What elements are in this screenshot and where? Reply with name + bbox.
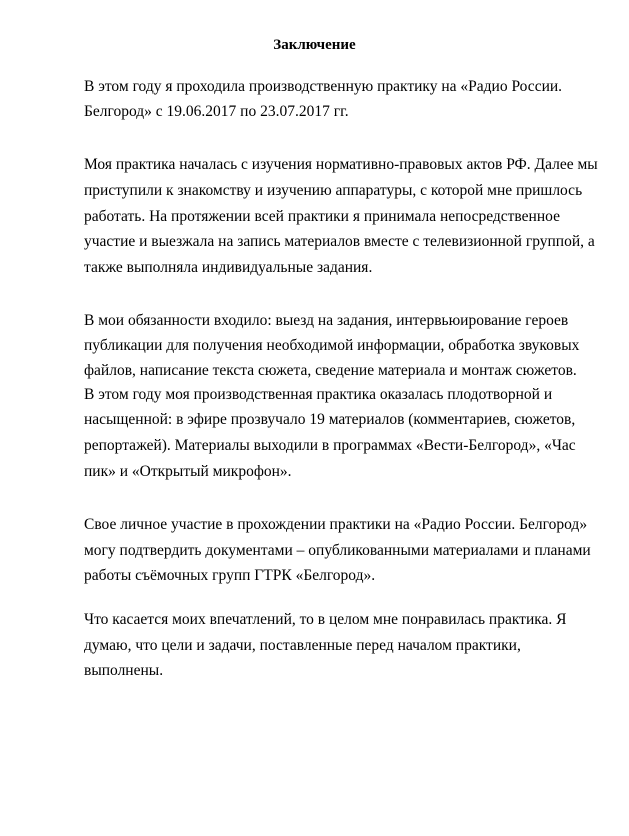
paragraph-2-line-5: также выполняла индивидуальные задания. bbox=[84, 259, 373, 276]
paragraph-5-line-3: выполнены. bbox=[84, 662, 164, 679]
paragraph-5-line-2: думаю, что цели и задачи, поставленные перед началом практики, bbox=[84, 637, 521, 654]
paragraph-3-line-5: насыщенной: в эфире прозвучало 19 материалов (комментариев, сюжетов, bbox=[84, 411, 576, 428]
paragraph-1-line-1: В этом году я проходила производственную практику на «Радио России. bbox=[84, 78, 563, 95]
paragraph-5-line-1: Что касается моих впечатлений, то в целом мне понравилась практика. Я bbox=[84, 611, 567, 628]
paragraph-4-line-1: Свое личное участие в прохождении практики на «Радио России. Белгород» bbox=[84, 516, 588, 533]
paragraph-4-line-3: работы съёмочных групп ГТРК «Белгород». bbox=[84, 567, 376, 584]
paragraph-3-line-7: пик» и «Открытый микрофон». bbox=[84, 463, 292, 480]
paragraph-1-line-2: Белгород» с 19.06.2017 по 23.07.2017 гг. bbox=[84, 103, 349, 120]
paragraph-2-line-4: участие и выезжала на запись материалов вместе с телевизионной группой, а bbox=[84, 233, 595, 250]
paragraph-2-line-1: Моя практика началась с изучения нормативно-правовых актов РФ. Далее мы bbox=[84, 156, 598, 173]
paragraph-2-line-3: работать. На протяжении всей практики я принимала непосредственное bbox=[84, 208, 560, 225]
paragraph-3-line-2: публикации для получения необходимой информации, обработка звуковых bbox=[84, 337, 580, 354]
paragraph-3-line-6: репортажей). Материалы выходили в программах «Вести-Белгород», «Час bbox=[84, 437, 576, 454]
paragraph-3-line-4: В этом году моя производственная практика оказалась плодотворной и bbox=[84, 386, 553, 403]
paragraph-2-line-2: приступили к знакомству и изучению аппаратуры, с которой мне пришлось bbox=[84, 182, 583, 199]
paragraph-3-line-1: В мои обязанности входило: выезд на задания, интервьюирование героев bbox=[84, 312, 569, 329]
paragraph-3-line-3: файлов, написание текста сюжета, сведение материала и монтаж сюжетов. bbox=[84, 362, 577, 379]
paragraph-4-line-2: могу подтвердить документами – опубликованными материалами и планами bbox=[84, 542, 591, 559]
document-title: Заключение bbox=[273, 37, 356, 53]
